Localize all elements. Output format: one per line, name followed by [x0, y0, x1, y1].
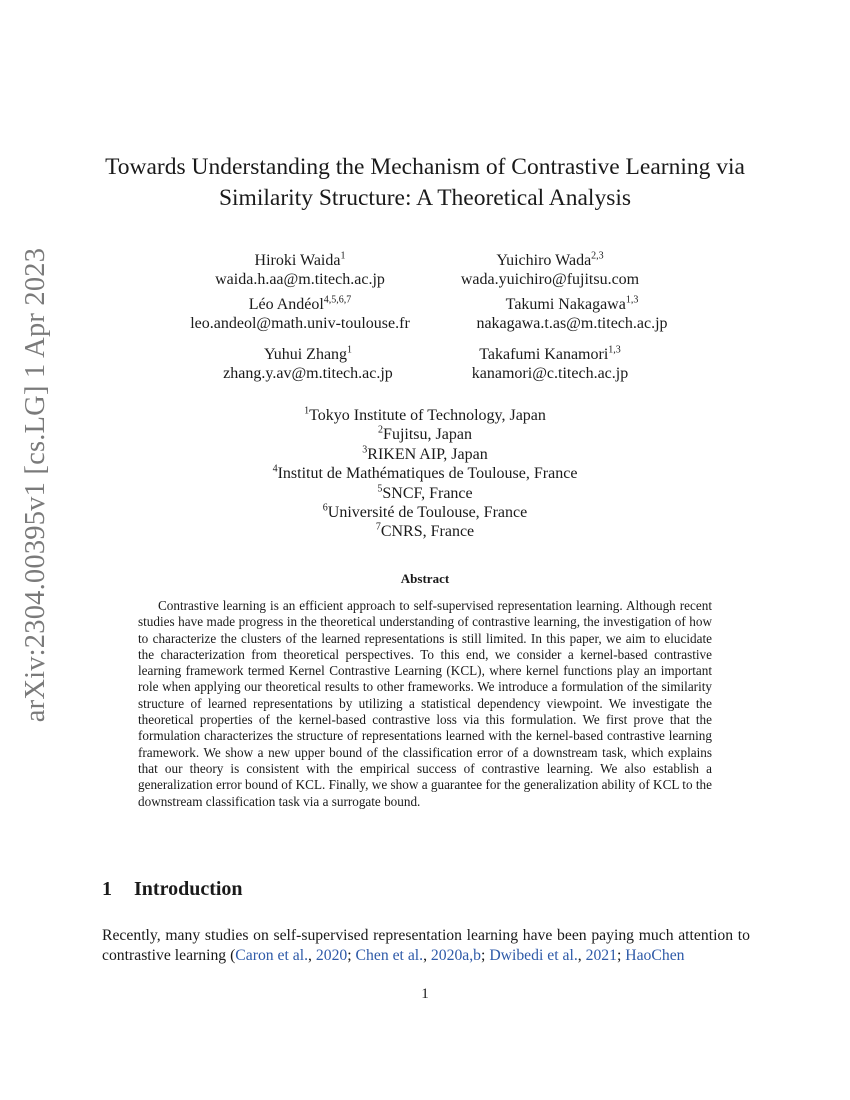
- citation-year-link[interactable]: 2020: [315, 946, 348, 964]
- title-line-1: Towards Understanding the Mechanism of Contrastive Learning via: [105, 154, 745, 180]
- author-email: wada.yuichiro@fujitsu.com: [460, 271, 640, 288]
- title-line-2: Similarity Structure: A Theoretical Analysis: [218, 185, 632, 211]
- author-block: [150, 295, 450, 333]
- arxiv-identifier-text: arXiv:2304.00395v1 [cs.LG] 1 Apr 2023: [20, 247, 52, 723]
- page-number: 1: [421, 986, 429, 1002]
- author-name: Yuichiro Wada$^{2,3}$: [496, 250, 604, 269]
- intro-paragraph: Recently, many studies on self-supervised representation learning have been paying much attention to contrastive learning (Caron et al., 2020; Chen et al., 2020a,b; Dwibedi et al., 2021; HaoChen: [102, 927, 750, 964]
- abstract-heading: Abstract: [400, 571, 450, 586]
- citation-link[interactable]: Chen et al.: [355, 946, 424, 964]
- affiliation-item: $^7$CNRS, France: [375, 522, 475, 541]
- citation-link[interactable]: HaoChen: [625, 946, 685, 964]
- author-email: nakagawa.t.as@m.titech.ac.jp: [476, 315, 668, 332]
- citation-link[interactable]: Dwibedi et al.: [489, 946, 578, 964]
- citation-year-link[interactable]: 2020a,b: [430, 946, 482, 964]
- author-name: Takumi Nakagawa$^{1,3}$: [505, 294, 639, 313]
- author-block: [400, 345, 700, 383]
- citation-link[interactable]: Caron et al.: [235, 946, 309, 964]
- author-email: waida.h.aa@m.titech.ac.jp: [215, 271, 385, 288]
- affiliation-item: $^3$RIKEN AIP, Japan: [362, 444, 488, 463]
- author-block: [422, 295, 722, 333]
- author-email: kanamori@c.titech.ac.jp: [471, 365, 629, 382]
- affiliation-item: $^6$Université de Toulouse, France: [322, 502, 528, 522]
- affiliation-item: $^1$Tokyo Institute of Technology, Japan: [304, 405, 546, 424]
- arxiv-identifier: [10, 247, 62, 723]
- author-name: Takafumi Kanamori$^{1,3}$: [479, 344, 621, 363]
- author-name: Hiroki Waida$^1$: [254, 250, 346, 269]
- author-email: leo.andeol@math.univ-toulouse.fr: [190, 315, 410, 332]
- affiliations-list: [150, 406, 700, 542]
- author-name: Yuhui Zhang$^1$: [263, 344, 353, 363]
- section-heading: [102, 878, 243, 901]
- affiliation-item: $^5$SNCF, France: [377, 483, 473, 502]
- author-name: Léo Andéol$^{4,5,6,7}$: [248, 294, 352, 313]
- citation-year-link[interactable]: 2021: [585, 946, 617, 964]
- author-email: zhang.y.av@m.titech.ac.jp: [223, 365, 393, 382]
- section-title: Introduction: [134, 878, 243, 900]
- paper-title: [80, 152, 770, 214]
- affiliation-item: $^2$Fujitsu, Japan: [378, 425, 472, 444]
- abstract-body: Contrastive learning is an efficient approach to self-supervised representation learning. Although recent studies have made progress in the theoretical understanding of contrastive learning, the investigation of how to characterize the clusters of the learned representations is still limited. In this paper, we aim to elucidate the characterization from theoretical perspectives. To this end, we consider a kernel-based contrastive learning framework termed Kernel Contrastive Learning (KCL), where kernel functions play an important role when applying our theoretical results to other frameworks. We introduce a formulation of the similarity structure of learned representations by utilizing a statistical dependency viewpoint. We investigate the theoretical properties of the kernel-based contrastive loss via this formulation. We first prove that the formulation characterizes the structure of representations learned with the kernel-based contrastive learning framework. We show a new upper bound of the classification error of a downstream task, which explains that our theory is consistent with the empirical success of contrastive learning. We also establish a generalization error bound of KCL. Finally, we show a guarantee for the generalization ability of KCL to the downstream classification task via a surrogate bound.: [138, 598, 712, 809]
- author-block: [400, 251, 700, 289]
- section-number: 1: [102, 878, 112, 900]
- affiliation-item: $^4$Institut de Mathématiques de Toulouse, France: [272, 463, 578, 483]
